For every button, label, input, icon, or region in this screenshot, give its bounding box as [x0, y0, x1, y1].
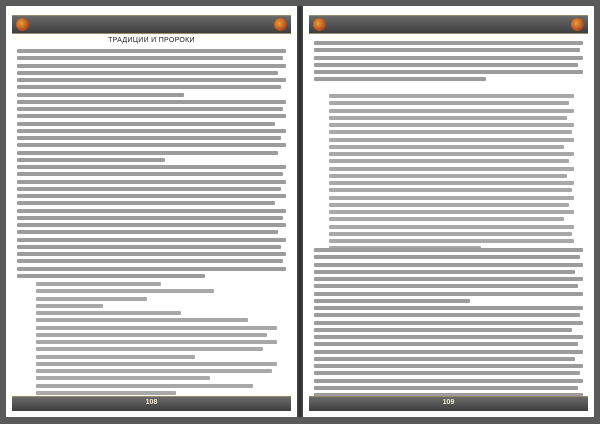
emblem-icon [274, 18, 287, 31]
right-body-text [314, 248, 583, 400]
left-page-footer [12, 396, 291, 411]
right-page-header-banner [309, 15, 588, 34]
emblem-icon [16, 18, 29, 31]
left-dialogue-lines [36, 282, 277, 398]
right-intro-text [314, 41, 583, 85]
emblem-icon [313, 18, 326, 31]
right-page-footer [309, 396, 588, 411]
right-page-number: 109 [442, 399, 455, 406]
section-heading: ТРАДИЦИИ И ПРОРОКИ [108, 37, 195, 44]
left-page-number: 108 [145, 399, 158, 406]
left-page-header-banner [12, 15, 291, 34]
left-body-text [17, 49, 286, 281]
emblem-icon [571, 18, 584, 31]
left-running-title [34, 18, 269, 31]
right-running-title [331, 18, 566, 31]
right-quote-block [329, 94, 574, 254]
right-page [303, 6, 594, 417]
left-page [6, 6, 297, 417]
